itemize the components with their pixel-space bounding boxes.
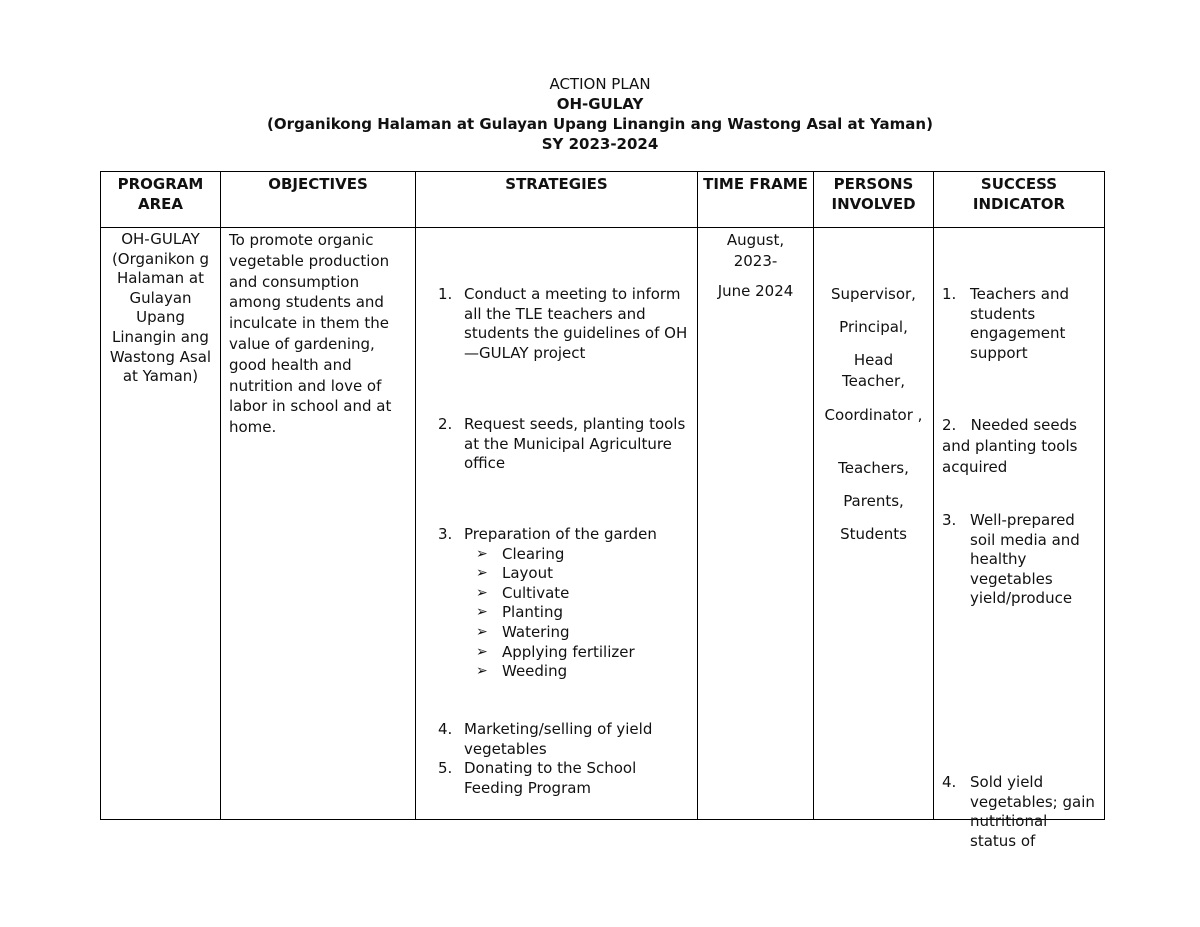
header-row bbox=[101, 172, 1105, 228]
garden-step: ➢ Clearing bbox=[476, 544, 565, 563]
col-time-frame: TIME FRAME bbox=[698, 172, 814, 228]
objectives-text: To promote organic vegetable production and consumption among students and inculcate in them the value of gardening, good health and nutrition and love of labor in school and at home. bbox=[229, 231, 392, 437]
garden-step: ➢ Layout bbox=[476, 564, 553, 583]
strategy-item: 4. Marketing/selling of yield vegetables bbox=[438, 720, 653, 758]
school-year: SY 2023-2024 bbox=[541, 135, 659, 153]
person-entry: Head Teacher, bbox=[842, 351, 905, 390]
program-area-text: OH-GULAY (Organikon g Halaman at Gulayan Upang Linangin ang Wastong Asal at Yaman) bbox=[109, 230, 212, 386]
arrow-bullet-icon: ➢ bbox=[476, 623, 488, 640]
garden-step: ➢ Weeding bbox=[476, 662, 568, 681]
col-program-area: PROGRAM AREA bbox=[101, 172, 221, 228]
success-item: 3. Well-prepared soil media and healthy vegetables yield/produce bbox=[942, 511, 1080, 608]
arrow-bullet-icon: ➢ bbox=[476, 565, 488, 582]
table-row bbox=[101, 228, 1105, 820]
arrow-bullet-icon: ➢ bbox=[476, 604, 488, 621]
objectives-cell bbox=[221, 228, 416, 820]
strategy-item: 1. Conduct a meeting to inform all the TLE teachers and students the guidelines of OH—GULAY project bbox=[438, 285, 688, 362]
document-title: ACTION PLAN bbox=[549, 75, 651, 93]
person-entry: Principal, bbox=[839, 318, 908, 336]
person-entry: Coordinator , bbox=[824, 406, 923, 424]
time-frame-start: August, 2023- bbox=[726, 231, 785, 270]
program-full-name: (Organikong Halaman at Gulayan Upang Linangin ang Wastong Asal at Yaman) bbox=[267, 115, 933, 133]
success-cell bbox=[934, 228, 1105, 850]
program-name: OH-GULAY bbox=[556, 95, 644, 113]
strategy-item: 2. Request seeds, planting tools at the Municipal Agriculture office bbox=[438, 415, 686, 473]
success-item: 1. Teachers and students engagement support bbox=[942, 285, 1069, 362]
strategy-item: 5. Donating to the School Feeding Program bbox=[438, 759, 637, 797]
col-persons-involved: PERSONS INVOLVED bbox=[814, 172, 934, 228]
success-item: 4. Sold yield vegetables; gain nutritional status of bbox=[942, 773, 1095, 850]
garden-step: ➢ Cultivate bbox=[476, 583, 570, 602]
garden-step: ➢ Watering bbox=[476, 622, 570, 641]
success-item: 2. Needed seeds and planting tools acquired bbox=[942, 416, 1078, 476]
person-entry: Teachers, bbox=[838, 459, 909, 477]
strategy-item: 3. Preparation of the garden ➢ Clearing ➢ Layout ➢ Cultivate ➢ Planting ➢ Watering ➢ Applying fertilizer ➢ Weeding bbox=[464, 525, 694, 682]
strategies-cell bbox=[416, 228, 698, 820]
col-success-indicator: SUCCESS INDICATOR bbox=[934, 172, 1105, 228]
arrow-bullet-icon: ➢ bbox=[476, 545, 488, 562]
garden-step: ➢ Planting bbox=[476, 603, 563, 622]
document-heading bbox=[0, 74, 1200, 154]
time-frame-cell bbox=[698, 228, 814, 820]
program-area-cell bbox=[101, 228, 221, 820]
arrow-bullet-icon: ➢ bbox=[476, 584, 488, 601]
arrow-bullet-icon: ➢ bbox=[476, 663, 488, 680]
arrow-bullet-icon: ➢ bbox=[476, 643, 488, 660]
col-objectives: OBJECTIVES bbox=[221, 172, 416, 228]
action-plan-table bbox=[100, 171, 1105, 850]
person-entry: Parents, bbox=[843, 492, 904, 510]
person-entry: Supervisor, bbox=[831, 285, 916, 303]
col-strategies: STRATEGIES bbox=[416, 172, 698, 228]
persons-cell bbox=[814, 228, 934, 820]
person-entry: Students bbox=[840, 525, 907, 543]
garden-step: ➢ Applying fertilizer bbox=[476, 642, 635, 661]
time-frame-end: June 2024 bbox=[717, 282, 794, 300]
